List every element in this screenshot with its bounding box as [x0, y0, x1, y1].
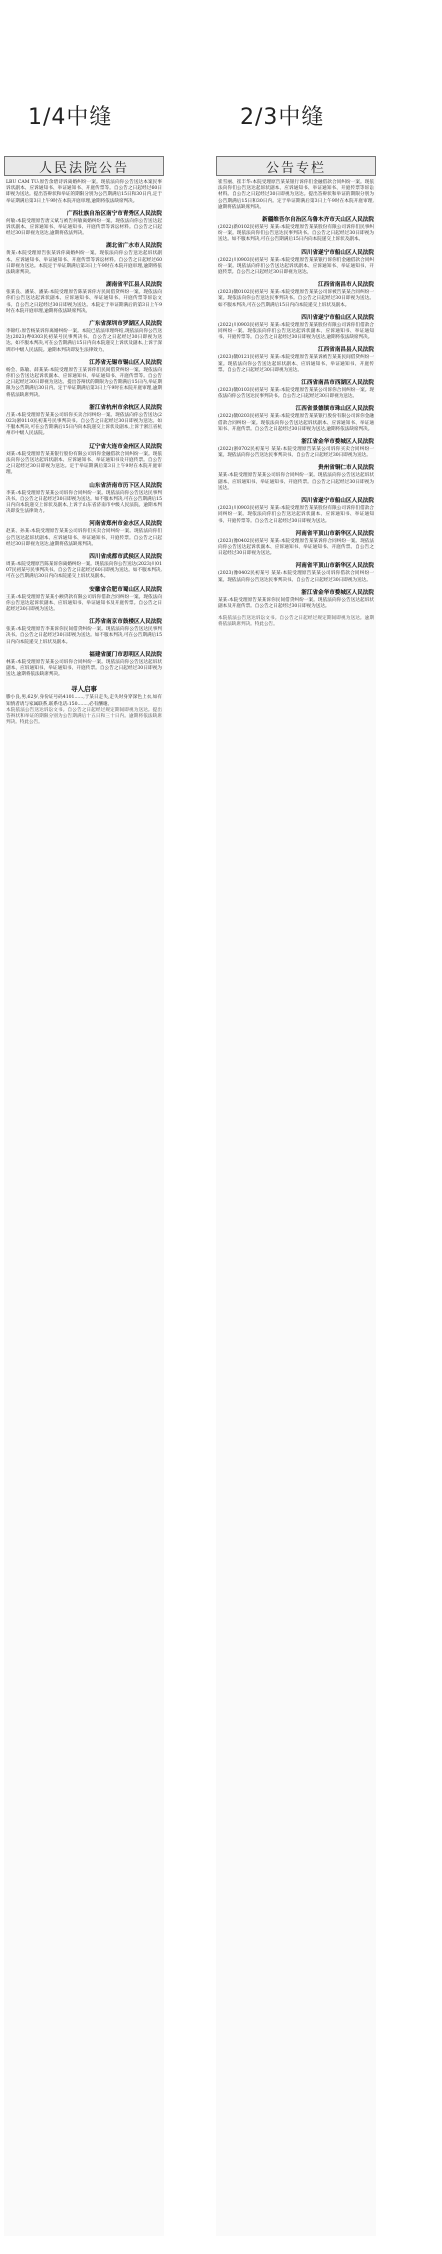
notice-article [218, 498, 374, 525]
notice-text: 刘某:本院受理原告某某银行股份有限公司诉你金融借款合同纠纷一案。现依法向你公告送达起诉状副本、应诉通知书、举证通知书及开庭传票。自公告之日起经过30日即视为送达。定于举证期满后第3日上午9时在本院开庭审理。 [6, 451, 162, 476]
notice-court-name: 浙江省金华市婺城区人民法院 [301, 439, 374, 446]
notice-text: 李某:本院受理原告某某公司诉你合同纠纷一案。现依法向你公告送达民事判决书。自公告之日起经过30日即视为送达。如不服本判决,可在公告期满后15日内向本院递交上诉状及副本,上诉于山东省济南市中级人民法院。逾期本判决即发生法律效力。 [6, 490, 162, 515]
notice-article [6, 587, 162, 614]
notice-court-name: 四川省遂宁市船山区人民法院 [301, 249, 374, 256]
notice-court-name: 江西省南昌市西湖区人民法院 [301, 380, 374, 387]
notice-court-name: 福建省厦门市思明区人民法院 [89, 651, 162, 658]
notice-text: 崔雪丽、崔丰华:本院受理原告某某银行诉你们金融借款合同纠纷一案。现依法向你们公告送达起诉状副本、应诉通知书、举证通知书、开庭传票等诉讼材料。自公告之日起经过30日即视为送达。提出答辩状和举证的期限分别为公告期满后15日和30日内。定于举证期满后第3日上午9时在本院开庭审理,逾期将依法缺席判决。 [218, 180, 374, 210]
notice-court-name: 四川省遂宁市船山区人民法院 [301, 314, 374, 321]
notice-text: 何敏:本院受理原告唐义斌与被告何敏离婚纠纷一案。现依法向你公告送达起诉状副本、应诉通知书、举证通知书、开庭传票等诉讼材料。自公告之日起经过30日即视为送达,逾期将依法判决。 [6, 218, 162, 237]
notice-court-name: 辽宁省大连市金州区人民法院 [89, 443, 162, 450]
notice-court-name: 河南省平顶山市新华区人民法院 [295, 563, 374, 570]
notice-article [6, 554, 162, 581]
notice-court-name: 安徽省合肥市蜀山区人民法院 [89, 586, 162, 593]
seek-person-notice [6, 684, 162, 707]
notice-court-name: 浙江省杭州市余杭区人民法院 [89, 404, 162, 411]
notice-court-name: 江西省南昌县人民法院 [318, 347, 374, 354]
notice-text: 林某:本院受理原告某某公司诉你合同纠纷一案。现依法向你公告送达起诉状副本、应诉通知书、举证通知书、开庭传票。自公告之日起经过30日即视为送达,逾期将依法缺席判决。 [6, 659, 162, 678]
notice-text: 张某:本院受理原告李某诉你民间借贷纠纷一案。现依法向你公告送达民事判决书。自公告之日起经过30日即视为送达。如不服本判决,可在公告期满后15日内向本院递交上诉状及副本。 [6, 627, 162, 645]
right-column-label: 2/3中缝 [240, 105, 325, 130]
notice-text: (2022)赣0203民初某号 某某:本院受理原告某某银行股份有限公司诉你金融借款合同纠纷一案。现依法向你公告送达起诉状副本、应诉通知书、举证通知书、开庭传票。自公告之日起经过30日即视为送达,逾期将依法缺席判决。 [218, 414, 374, 432]
notice-text: (2022)川0903民初某号 某某:本院受理原告某某银行诉你们金融借款合同纠纷一案。现依法向你们公告送达起诉状副本、应诉通知书、举证通知书、开庭传票。自公告之日起经过30日即视为送达。 [218, 257, 374, 276]
left-column-heading: 人民法院公告 [4, 156, 164, 176]
notice-court-name: 江西省南昌市人民法院 [318, 282, 374, 289]
seek-person-text: 滕小良,男,62岁,身份证号码4101......,于某日走失,走失时身穿深色上衣,如有知情者请与家属联系,联系电话:150.......,必有酬谢。 [6, 695, 162, 707]
seek-person-title: 寻人启事 [71, 685, 97, 694]
right-filler-text: 本院依法公告送达诉讼文书。自公告之日起经过规定期间即视为送达。逾期将依法缺席判决。特此公告。 [218, 616, 374, 628]
right-column-body [216, 176, 376, 629]
notice-article [6, 652, 162, 679]
notice-court-name: 江西省景德镇市珠山区人民法院 [295, 406, 374, 413]
notice-text: (2022)新0102民初某号 某某:本院受理原告某某股份有限公司诉你们民事纠纷一案。现依法向你们公告送达民事判决书。自公告之日起经过30日即视为送达。如不服本判决,可在公告期满后15日内向本院递交上诉状及副本。 [218, 225, 374, 243]
left-column-label: 1/4中缝 [28, 105, 113, 130]
left-column-body [4, 176, 164, 726]
notice-article [6, 405, 162, 438]
notice-court-name: 山东省济南市历下区人民法院 [89, 482, 162, 489]
notice-article [6, 282, 162, 315]
notice-text: (2022)川0903民初某号 某某:本院受理原告某某股份有限公司诉你们借款合同纠纷一案。现依法向你们公告送达起诉状副本、应诉通知书、举证通知书、开庭传票等。自公告之日起经过30日即视为送达,逾期将依法缺席判决。 [218, 322, 374, 341]
notice-court-name: 四川省成都市武侯区人民法院 [89, 553, 162, 560]
notice-court-name: 湖北省广水市人民法院 [106, 243, 162, 250]
notice-text: 某某:本院受理原告某某公司诉你合同纠纷一案。现依法向你公告送达起诉状副本、应诉通知书、举证通知书、开庭传票。自公告之日起经过30日即视为送达。 [218, 473, 374, 491]
notice-article [6, 360, 162, 399]
notice-article [6, 483, 162, 516]
notice-article [218, 250, 374, 277]
notice-article [218, 563, 374, 583]
notice-text: 赵某、孙某:本院受理原告某某公司诉你们买卖合同纠纷一案。现依法向你们公告送达起诉状副本、应诉通知书、举证通知书、开庭传票。自公告之日起经过30日即视为送达,逾期将依法缺席判决。 [6, 529, 162, 547]
notice-article [218, 406, 374, 433]
notice-text: 周某:本院受理原告陈某诉你离婚纠纷一案。现依法向你公告送达(2023)川0107民初某号民事判决书。自公告之日起经过60日即视为送达。如不服本判决,可在公告期满后30日内向本院递交上诉状及副本。 [6, 561, 162, 580]
notice-article [218, 180, 374, 211]
notice-court-name: 江苏省南京市鼓楼区人民法院 [89, 619, 162, 626]
notice-article [218, 590, 374, 610]
notice-article [6, 180, 162, 205]
left-articles [6, 180, 162, 678]
notice-court-name: 江苏省无锡市锡山区人民法院 [89, 359, 162, 366]
notice-article [218, 282, 374, 309]
notice-text: 杨会、陈敏、薛某某:本院受理原告王某诉你们民间借贷纠纷一案。现依法向你们公告送达起诉状副本、应诉通知书、举证通知书、开庭传票等。自公告之日起经过30日即视为送达。提出答辩状的期限为公告期满后15日内,举证期限为公告期满后30日内。定于举证期满后第3日上午9时在本院开庭审理,逾期将依法缺席判决。 [6, 367, 162, 398]
notice-text: (2023)赣0102民初某号 某某:本院受理原告某某公司诉被告某某合同纠纷一案。现依法向你公告送达民事判决书。自公告之日起经过30日即视为送达。如不服本判决,可在公告期满后15日内向本院递交上诉状及副本。 [218, 290, 374, 308]
notice-article [218, 217, 374, 244]
notice-article [218, 531, 374, 558]
notice-text: (2022)浙0702民初某号 某某:本院受理原告某某公司诉你买卖合同纠纷一案。现依法向你公告送达民事判决书。自公告之日起经过30日即视为送达。 [218, 447, 374, 459]
notice-article [6, 521, 162, 548]
right-column-heading: 公告专栏 [216, 156, 376, 176]
notice-text: (2023)赣0103民初某号 某某:本院受理原告某某公司诉你合同纠纷一案。现依法向你公告送达民事判决书。自公告之日起经过30日即视为送达。 [218, 388, 374, 400]
notice-text: (2023)豫0402民初某号 某某:本院受理原告某某诉你合同纠纷一案。现依法向你公告送达起诉状副本、应诉通知书、举证通知书、开庭传票。自公告之日起经过30日即视为送达。 [218, 538, 374, 557]
notice-article [6, 321, 162, 354]
notice-court-name: 贵州省铜仁市人民法院 [318, 465, 374, 472]
notice-article [6, 444, 162, 477]
notice-article [218, 347, 374, 374]
notice-article [218, 315, 374, 342]
right-articles [218, 180, 374, 610]
notice-article [6, 619, 162, 646]
notice-text: 李锦红:原告杨某诉你离婚纠纷一案。本院已依法审理终结,现依法向你公告送达(2023)粤0303民初某号民事判决书。自公告之日起经过30日即视为送达。如不服本判决,可在公告期满后15日内向本院递交上诉状及副本,上诉于深圳市中级人民法院。逾期本判决即发生法律效力。 [6, 329, 162, 353]
notice-text: (2023)赣0121民初某号 某某:本院受理原告某某诉被告某某民间借贷纠纷一案。现依法向你公告送达起诉状副本、应诉通知书、举证通知书、开庭传票。自公告之日起经过30日即视为送达。 [218, 355, 374, 373]
notice-court-name: 四川省遂宁市船山区人民法院 [301, 498, 374, 505]
notice-article [218, 439, 374, 459]
notice-court-name: 广西壮族自治区南宁市青秀区人民法院 [66, 210, 162, 217]
notice-text: 王某:本院受理原告某某小额贷款有限公司诉你借款合同纠纷一案。现依法向你公告送达起诉状副本、应诉通知书、举证通知书及开庭传票。自公告之日起经过30日即视为送达。 [6, 594, 162, 612]
notice-court-name: 湖南省平江县人民法院 [106, 282, 162, 289]
notice-court-name: 广东省深圳市罗湖区人民法院 [89, 321, 162, 328]
right-column [216, 156, 376, 2236]
notice-text: 某某:本院受理原告某某诉你民间借贷纠纷一案。现依法向你公告送达起诉状副本及开庭传票。自公告之日起经过30日即视为送达。 [218, 597, 374, 609]
notice-article [218, 380, 374, 400]
notice-article [6, 211, 162, 238]
notice-text: 黄某:本院受理原告张某诉你离婚纠纷一案。现依法向你公告送达起诉状副本、应诉通知书、举证通知书、开庭传票等诉讼材料。自公告之日起经过60日即视为送达。本院定于举证期满后第3日上午9时在本院开庭审理,逾期将依法缺席判决。 [6, 251, 162, 276]
notice-text: 张某良、潘某、潘某:本院受理原告陈某诉你方民间借贷纠纷一案。现依法向你们公告送达起诉状副本、应诉通知书、举证通知书、开庭传票等诉讼文书。自公告之日起经过30日即视为送达。本院定于举证期满后的第3日上午9时在本院开庭审理,逾期将依法缺席判决。 [6, 290, 162, 314]
notice-article [218, 465, 374, 492]
notice-text: (2023)豫0402民初某号 某某:本院受理原告某某公司诉你借款合同纠纷一案。现依法向你公告送达民事判决书。自公告之日起经过30日即视为送达。 [218, 571, 374, 583]
notice-article [6, 243, 162, 276]
left-column [4, 156, 164, 2236]
notice-court-name: 河南省平顶山市新华区人民法院 [295, 530, 374, 537]
notice-court-name: 浙江省金华市婺城区人民法院 [301, 589, 374, 596]
left-filler-text: 本院依法公告送达诉讼文书。自公告之日起经过规定期间即视为送达。提出答辩状和举证的期限分别为公告期满后十五日和三十日内。逾期将依法缺席判决。特此公告。 [6, 707, 162, 726]
notice-text: 吕某:本院受理原告某某公司诉你买卖合同纠纷一案。现依法向你公告送达(2023)浙0110民初某号民事判决书。自公告之日起经过30日即视为送达。如不服本判决,可在公告期满后15日内向本院递交上诉状及副本,上诉于浙江省杭州市中级人民法院。 [6, 412, 162, 437]
notice-text: LBU CAM TU:原告余碧诗诉离婚纠纷一案。现依法向你公告送达本案民事诉状副本、应诉通知书、举证通知书、开庭传票等。自公告之日起经过60日即视为送达。提出答辩状和举证的期限分别为公告期满后15日和30日内,定于举证期满后第3日上午9时在本院开庭审理,逾期将依法缺席判决。 [6, 180, 162, 204]
notice-court-name: 河南省郑州市金水区人民法院 [89, 521, 162, 528]
notice-court-name: 新疆维吾尔自治区乌鲁木齐市天山区人民法院 [262, 217, 374, 224]
notice-text: (2023)川0903民初某号 某某:本院受理原告某某股份有限公司诉你们借款合同纠纷一案。现依法向你们公告送达起诉状副本、应诉通知书、举证通知书、开庭传票等。自公告之日起经过30日即视为送达。 [218, 506, 374, 524]
